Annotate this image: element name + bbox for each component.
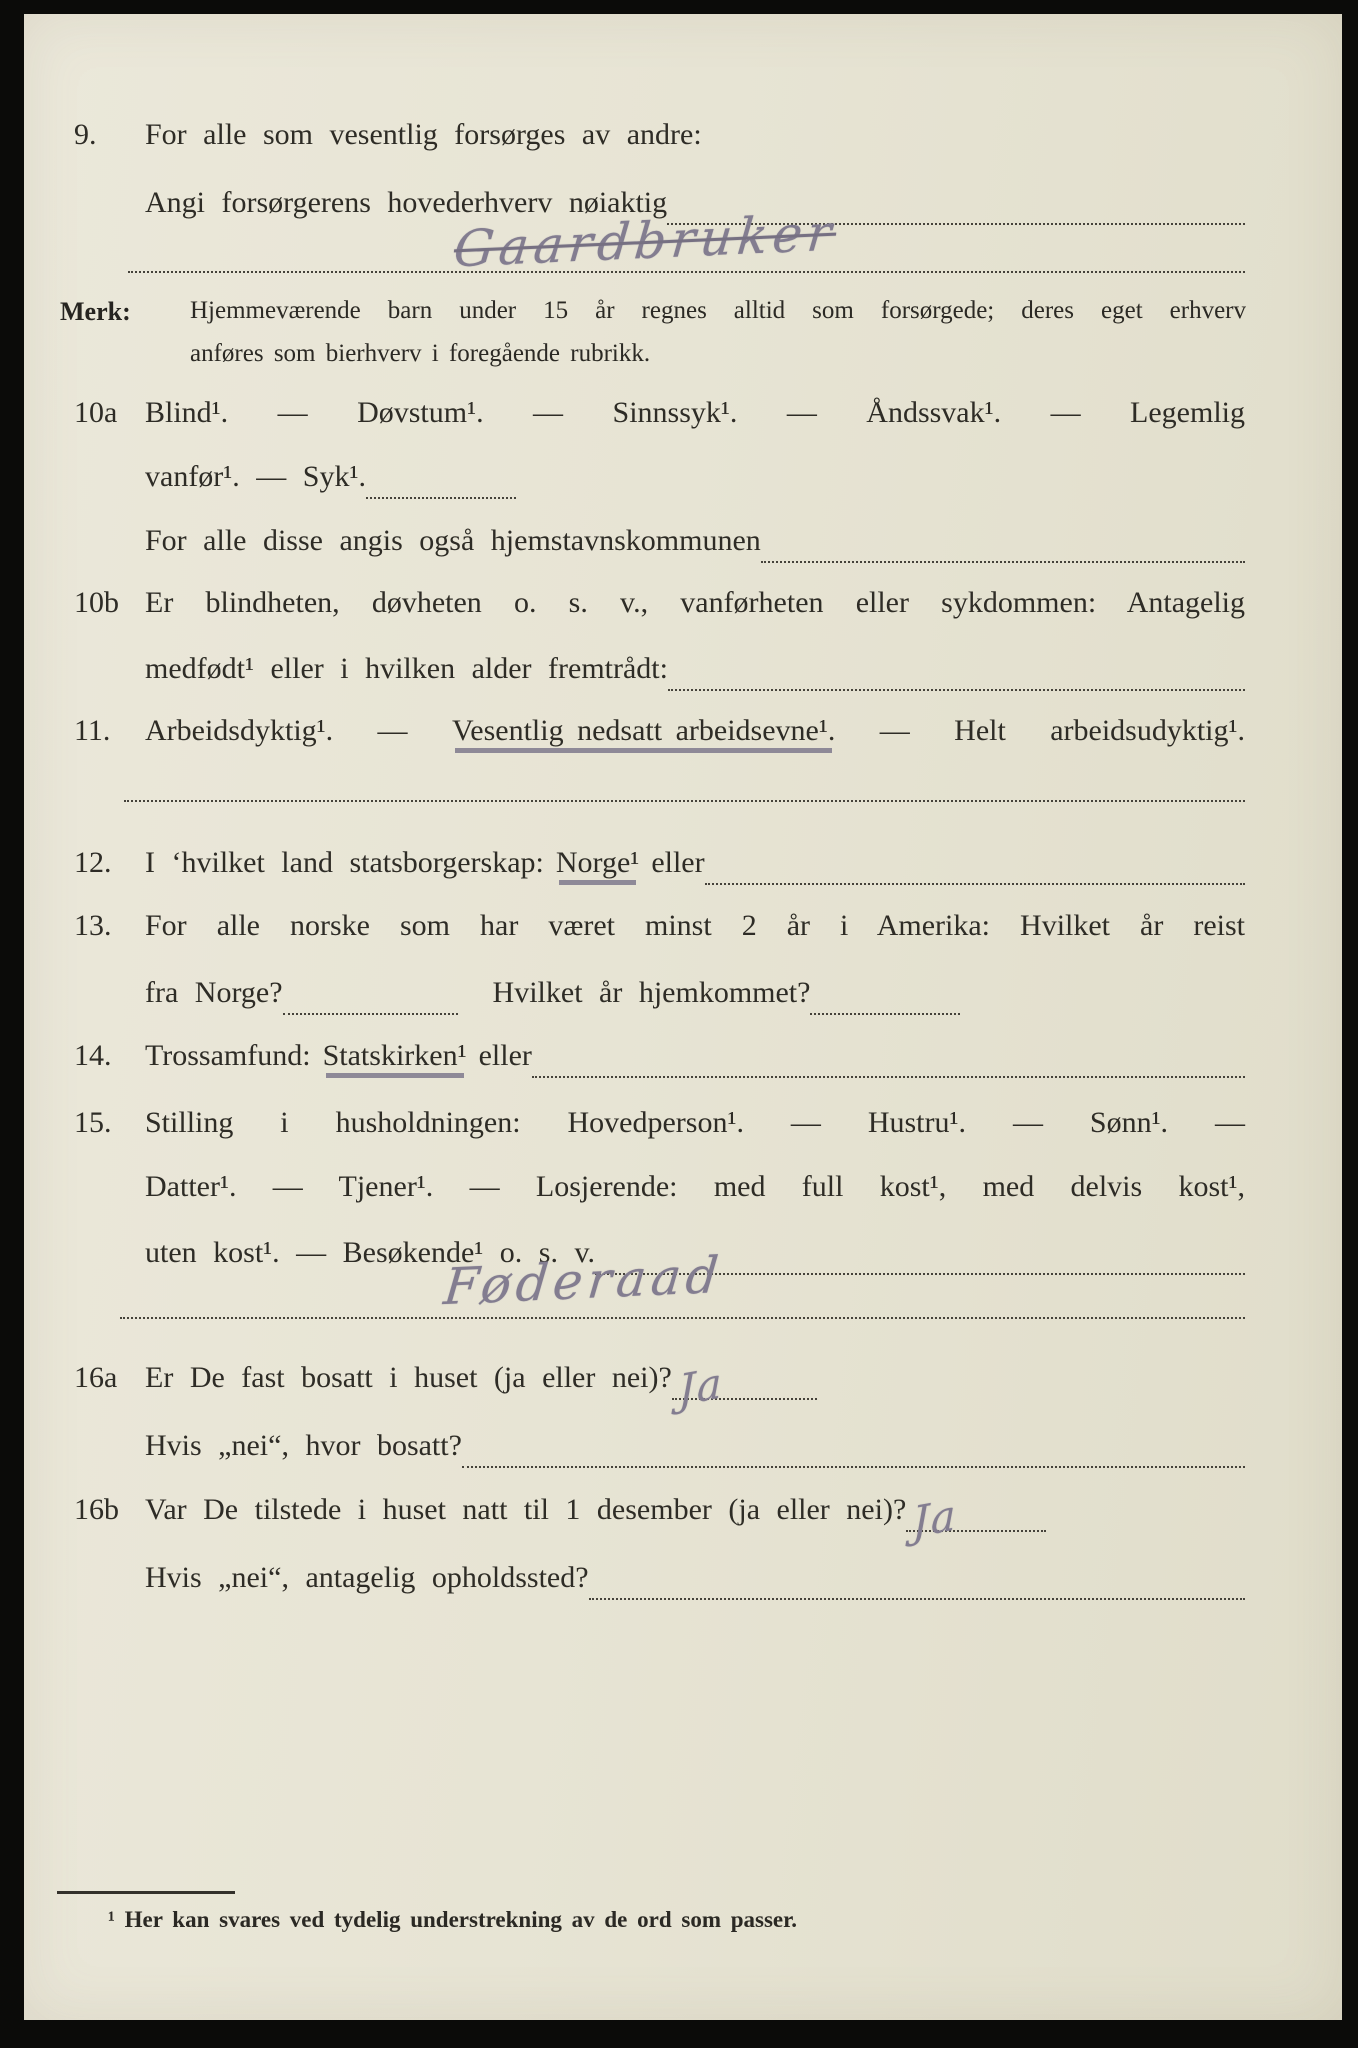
handwritten-answer-ja-16a: Ja <box>678 1357 724 1416</box>
question-16a-line-2 <box>145 1429 1245 1473</box>
question-number-9: 9. <box>74 118 97 151</box>
question-number-11: 11. <box>74 714 111 747</box>
question-11-line-1 <box>145 714 1245 758</box>
question-11-part-1: Arbeidsdyktig¹. — <box>145 714 408 747</box>
question-number-10a: 10a <box>74 396 118 429</box>
question-13-line-2 <box>145 976 1245 1020</box>
dotted-answer-line <box>128 271 1245 273</box>
question-number-13: 13. <box>74 909 112 942</box>
dotted-answer-line <box>124 800 1245 802</box>
question-15-line-2: Datter¹. — Tjener¹. — Losjerende: med full kost¹, med delvis kost¹, <box>145 1170 1245 1203</box>
dotted-answer-line <box>120 1317 1245 1319</box>
question-11-pencil-underlined-choice: Vesentlig nedsatt arbeidsevne¹. <box>451 714 836 747</box>
dotted-answer-leader <box>906 1489 1046 1548</box>
question-10a-text-2: vanfør¹. — Syk¹. <box>145 460 366 493</box>
question-10b-line-1: Er blindheten, døvheten o. s. v., vanførheten eller sykdommen: Antagelig <box>145 586 1245 619</box>
question-16b-text: Var De tilstede i huset natt til 1 desember (ja eller nei)? <box>145 1493 907 1526</box>
footnote-separator <box>57 1891 235 1894</box>
question-14-part-2: eller <box>478 1039 532 1072</box>
handwritten-answer-ja-16b: Ja <box>912 1489 958 1548</box>
question-11-part-2: — Helt arbeidsudyktig¹. <box>879 714 1245 747</box>
dotted-answer-leader <box>761 561 1245 563</box>
merk-note-line-1: Hjemmeværende barn under 15 år regnes alltid som forsørgede; deres eget erhverv <box>190 297 1246 324</box>
dotted-answer-leader <box>283 1013 458 1015</box>
question-14-line <box>145 1039 1245 1083</box>
dotted-answer-leader <box>672 1357 817 1416</box>
question-number-15: 15. <box>74 1106 112 1139</box>
question-number-16b: 16b <box>74 1493 119 1526</box>
question-16a-line-1 <box>145 1357 1245 1416</box>
question-14-pencil-underlined-choice: Statskirken¹ <box>322 1039 467 1072</box>
question-15-text-3: uten kost¹. — Besøkende¹ o. s. v. <box>145 1236 596 1269</box>
merk-note-line-2: anføres som bierhverv i foregående rubrikk. <box>190 340 651 367</box>
question-16a-text: Er De fast bosatt i huset (ja eller nei)? <box>145 1361 672 1394</box>
question-10a-text-3: For alle disse angis også hjemstavnskommunen <box>145 524 761 557</box>
footnote-text: ¹ Her kan svares ved tydelig understrekning av de ord som passer. <box>108 1907 797 1932</box>
question-10a-line-2 <box>145 460 1245 504</box>
question-16a-hvis-nei: Hvis „nei“, hvor bosatt? <box>145 1429 462 1462</box>
question-number-16a: 16a <box>74 1361 118 1394</box>
question-number-10b: 10b <box>74 586 119 619</box>
question-16b-hvis-nei: Hvis „nei“, antagelig opholdssted? <box>145 1561 589 1594</box>
question-10b-line-2 <box>145 652 1245 696</box>
question-9-line-1 <box>145 118 1245 162</box>
dotted-answer-leader <box>589 1598 1245 1600</box>
merk-label: Merk: <box>60 297 131 326</box>
question-13-line-1: For alle norske som har været minst 2 år i Amerika: Hvilket år reist <box>145 909 1245 942</box>
question-12-line <box>145 846 1245 890</box>
question-number-12: 12. <box>74 846 112 879</box>
question-15-line-1: Stilling i husholdningen: Hovedperson¹. — Hustru¹. — Sønn¹. — <box>145 1106 1245 1139</box>
question-10a-line-1: Blind¹. — Døvstum¹. — Sinnssyk¹. — Åndssvak¹. — Legemlig <box>145 396 1245 429</box>
dotted-answer-leader <box>462 1466 1245 1468</box>
question-10a-line-3 <box>145 524 1245 568</box>
census-form-page <box>24 14 1342 2020</box>
question-13-reist-prompt: fra Norge? <box>145 976 283 1009</box>
dotted-answer-leader <box>366 497 516 499</box>
dotted-answer-leader <box>668 689 1245 691</box>
question-12-pencil-underlined-choice: Norge¹ <box>555 846 640 879</box>
question-13-hjemkommet-prompt: Hvilket år hjemkommet? <box>492 976 811 1009</box>
dotted-answer-leader <box>705 883 1245 885</box>
question-16b-line-1 <box>145 1489 1245 1548</box>
handwritten-answer-foederaad: Føderaad <box>441 1245 726 1317</box>
question-12-part-2: eller <box>651 846 705 879</box>
dotted-answer-leader <box>810 1013 960 1015</box>
question-9-text: For alle som vesentlig forsørges av andre: <box>145 118 702 151</box>
handwritten-answer-gaardbruker: Gaardbruker <box>451 203 839 279</box>
question-16b-line-2 <box>145 1561 1245 1605</box>
question-number-14: 14. <box>74 1039 112 1072</box>
question-10b-text-2: medfødt¹ eller i hvilken alder fremtrådt: <box>145 652 668 685</box>
dotted-answer-leader <box>532 1076 1245 1078</box>
question-9-prompt: Angi forsørgerens hovederhverv nøiaktig <box>145 186 668 219</box>
question-14-part-1: Trossamfund: <box>145 1039 311 1072</box>
question-12-part-1: I ‘hvilket land statsborgerskap: <box>145 846 544 879</box>
